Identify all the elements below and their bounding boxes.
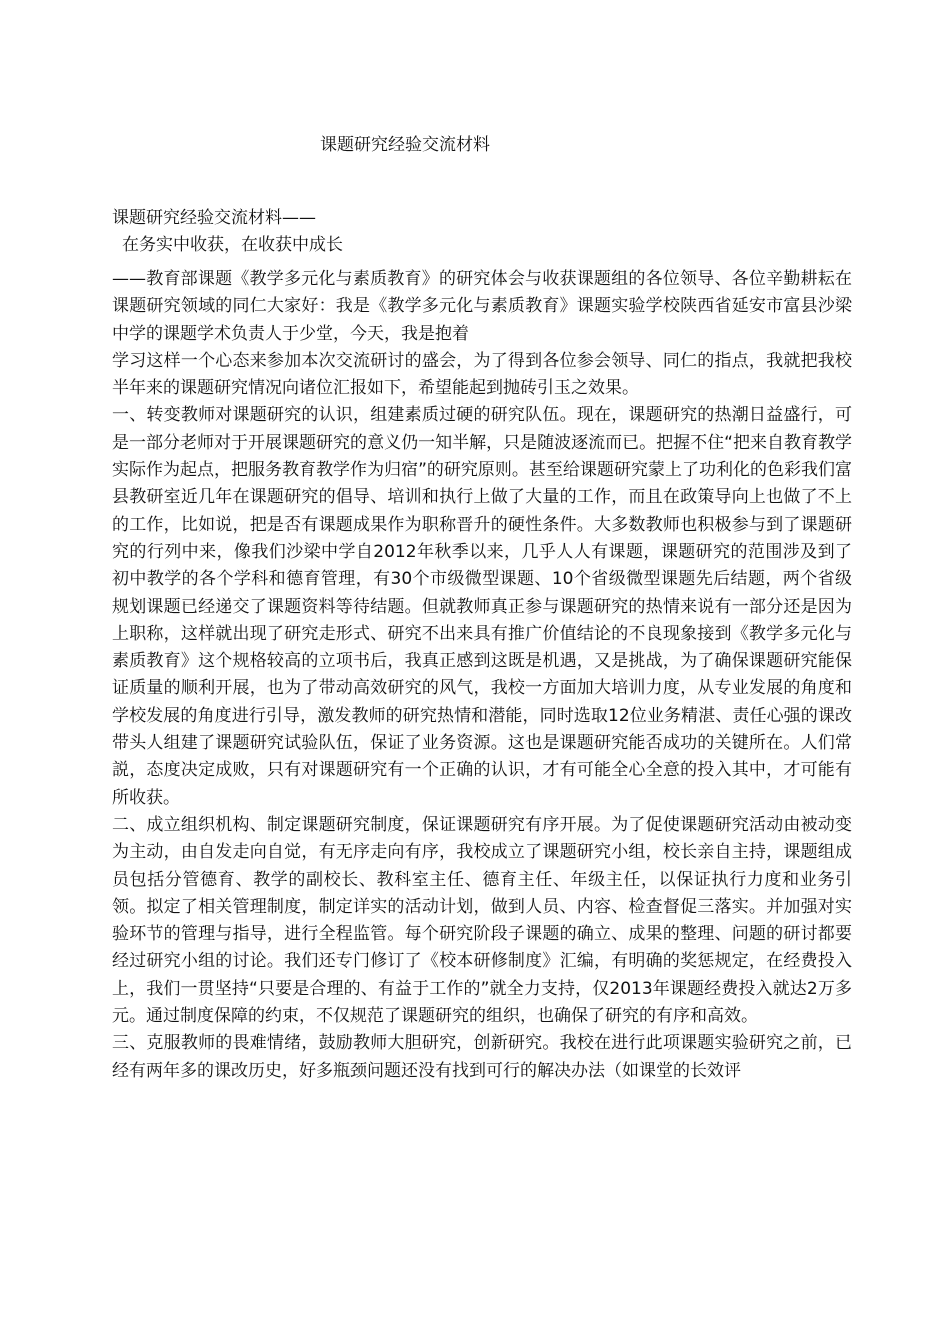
document-title: 课题研究经验交流材料 xyxy=(320,135,490,155)
paragraph-intro: ——教育部课题《教学多元化与素质教育》的研究体会与收获课题组的各位领导、各位辛勤耕耘在课题研究领域的同仁大家好：我是《教学多元化与素质教育》课题实验学校陕西省延安市富县沙梁中学的课题学术负责人于少堂，今天，我是抱着 xyxy=(112,269,852,344)
document-body xyxy=(112,266,852,1085)
paragraph-section-2: 二、成立组织机构、制定课题研究制度，保证课题研究有序开展。为了促使课题研究活动由被动变为主动，由自发走向自觉，有无序走向有序，我校成立了课题研究小组，校长亲自主持，课题组成员包括分管德育、教学的副校长、教科室主任、德育主任、年级主任，以保证执行力度和业务引领。拟定了相关管理制度，制定详实的活动计划，做到人员、内容、检查督促三落实。并加强对实验环节的管理与指导，进行全程监管。每个研究阶段子课题的确立、成果的整理、问题的研讨都要经过研究小组的讨论。我们还专门修订了《校本研修制度》汇编，有明确的奖惩规定，在经费投入上，我们一贯坚持“只要是合理的、有益于工作的”就全力支持，仅2013年课题经费投入就达2万多元。通过制度保障的约束，不仅规范了课题研究的组织，也确保了研究的有序和高效。 xyxy=(112,814,852,1027)
paragraph-intro-continued: 学习这样一个心态来参加本次交流研讨的盛会，为了得到各位参会领导、同仁的指点，我就把我校半年来的课题研究情况向诸位汇报如下，希望能起到抛砖引玉之效果。 xyxy=(112,350,852,399)
paragraph-section-1: 一、转变教师对课题研究的认识，组建素质过硬的研究队伍。现在，课题研究的热潮日益盛行，可是一部分老师对于开展课题研究的意义仍一知半解，只是随波逐流而已。把握不住“把来自教育教学实际作为起点，把服务教育教学作为归宿”的研究原则。甚至给课题研究蒙上了功利化的色彩我们富县教研室近几年在课题研究的倡导、培训和执行上做了大量的工作，而且在政策导向上也做了不上的工作，比如说，把是否有课题成果作为职称晋升的硬性条件。大多数教师也积极参与到了课题研究的行列中来，像我们沙梁中学自2012年秋季以来，几乎人人有课题，课题研究的范围涉及到了初中教学的各个学科和德育管理，有30个市级微型课题、10个省级微型课题先后结题，两个省级规划课题已经递交了课题资料等待结题。但就教师真正参与课题研究的热情来说有一部分还是因为上职称，这样就出现了研究走形式、研究不出来具有推广价值结论的不良现象接到《教学多元化与素质教育》这个规格较高的立项书后，我真正感到这既是机遇，又是挑战，为了确保课题研究能保证质量的顺利开展，也为了带动高效研究的风气，我校一方面加大培训力度，从专业发展的角度和学校发展的角度进行引导，激发教师的研究热情和潜能，同时选取12位业务精湛、责任心强的课改带头人组建了课题研究试验队伍，保证了业务资源。这也是课题研究能否成功的关键所在。人们常説，态度决定成败，只有对课题研究有一个正确的认识，才有可能全心全意的投入其中，才可能有所收获。 xyxy=(112,405,852,808)
paragraph-section-3: 三、克服教师的畏难情绪，鼓励教师大胆研究，创新研究。我校在进行此项课题实验研究之前，已经有两年多的课改历史，好多瓶颈问题还没有找到可行的解决办法（如课堂的长效评 xyxy=(112,1033,852,1081)
subtitle-line-2: 在务实中收获，在收获中成长 xyxy=(122,235,343,255)
subtitle-line-1: 课题研究经验交流材料—— xyxy=(112,208,316,228)
